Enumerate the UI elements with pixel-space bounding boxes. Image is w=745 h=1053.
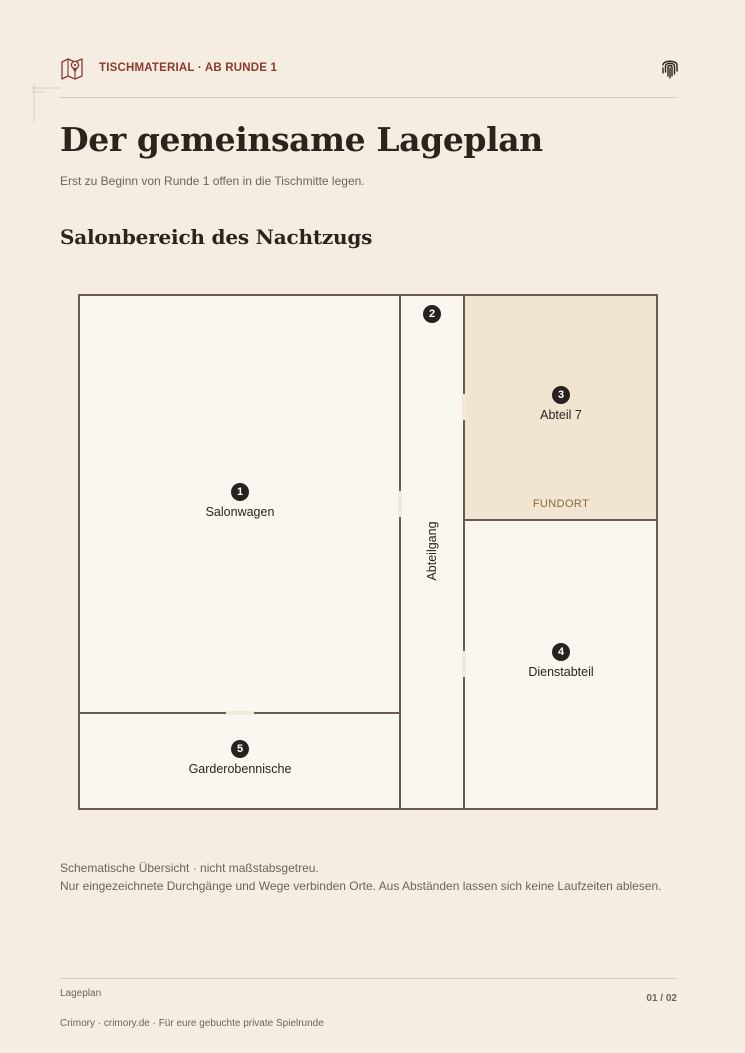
fingerprint-icon: [660, 56, 680, 80]
page-title: Der gemeinsame Lageplan: [60, 120, 543, 159]
section-title: Salonbereich des Nachtzugs: [60, 225, 373, 249]
header-label: TISCHMATERIAL · AB RUNDE 1: [99, 62, 278, 74]
footer-label: Lageplan: [60, 988, 102, 999]
room-number-marker: 3: [552, 386, 570, 404]
room-label: Garderobennische: [188, 762, 292, 776]
room-number-marker: 2: [423, 305, 441, 323]
page-subtitle: Erst zu Beginn von Runde 1 offen in die Tischmitte legen.: [60, 174, 365, 188]
note-line: Nur eingezeichnete Durchgänge und Wege verbinden Orte. Aus Abständen lassen sich keine Laufzeiten ablesen.: [60, 879, 662, 893]
room-number-marker: 1: [231, 483, 249, 501]
wall: [78, 294, 658, 296]
corner-decoration: [30, 82, 64, 124]
doorway-salon-garderobe: [226, 711, 254, 715]
footer-credit: Crimory · crimory.de · Für eure gebuchte private Spielrunde: [60, 1018, 324, 1029]
map-pin-icon: [60, 56, 86, 80]
room-label: Salonwagen: [205, 505, 275, 519]
wall: [78, 294, 80, 810]
map-notes: [60, 859, 662, 895]
floor-plan: [78, 294, 658, 810]
page-number: 01 / 02: [646, 993, 677, 1004]
wall: [656, 294, 658, 810]
wall: [78, 808, 658, 810]
page-header: [60, 56, 677, 82]
room-number-marker: 5: [231, 740, 249, 758]
room-salonwagen: [78, 294, 401, 714]
wall: [463, 294, 465, 810]
room-label: Dienstabteil: [528, 665, 594, 679]
wall: [399, 294, 401, 810]
room-number-marker: 4: [552, 643, 570, 661]
doorway-salon-gang: [398, 491, 402, 517]
note-line: Schematische Übersicht · nicht maßstabsgetreu.: [60, 861, 319, 875]
doorway-gang-dienstabteil: [462, 651, 466, 677]
room-abteil-7: [465, 294, 658, 520]
footer-divider: [60, 978, 677, 979]
room-label: Abteil 7: [540, 408, 582, 422]
corridor-label: Abteilgang: [425, 521, 439, 581]
wall: [463, 519, 658, 521]
fundort-tag: FUNDORT: [532, 498, 590, 510]
doorway-gang-abteil-7: [462, 394, 466, 420]
header-divider: [60, 97, 677, 98]
